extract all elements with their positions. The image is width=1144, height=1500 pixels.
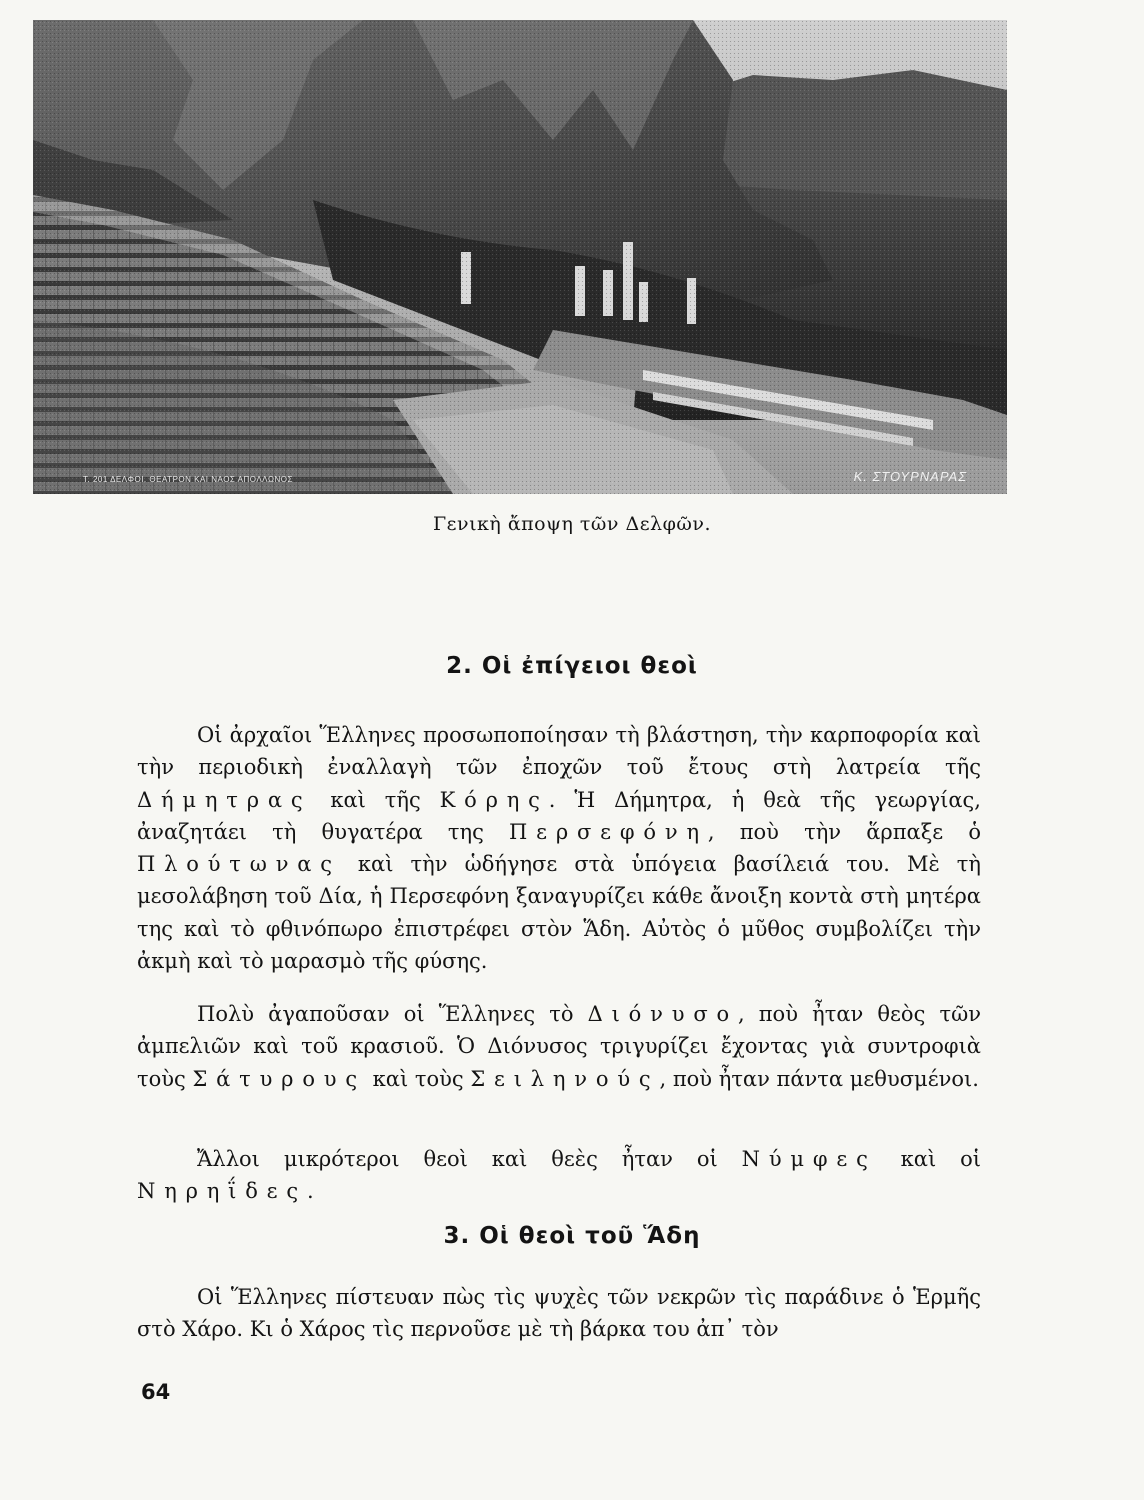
text-run: καὶ τὴν ὡδήγησε στὰ ὑπόγεια βασίλειά του. Μὲ τὴ μεσολάβηση τοῦ Δία, ἡ Περσεφόνη ξαναγυρίζει κάθε ἄνοιξη κοντὰ στὴ μητέρα της καὶ τὸ φθινόπωρο ἐπιστρέφει στὸν Ἅδη. Αὐτὸς ὁ μῦθος συμβολίζει τὴν ἀκμὴ καὶ τὸ μαρασμὸ τῆς φύσης.	[137, 852, 981, 974]
delphi-landscape-image	[33, 20, 1007, 494]
delphi-photograph	[33, 20, 1007, 494]
text-run: Οἱ ἀρχαῖοι Ἕλληνες προσωποποίησαν τὴ βλάστηση, τὴν καρποφορία καὶ τὴν περιοδικὴ ἐναλλαγὴ τῶν ἐποχῶν τοῦ ἔτους στὴ λατρεία τῆς	[137, 723, 981, 780]
text-run: Πολὺ ἀγαποῦσαν οἱ Ἕλληνες τὸ	[197, 1002, 588, 1026]
emphasized-name: Σάτυρους	[192, 1066, 366, 1091]
text-run: καὶ τῆς	[311, 787, 440, 812]
emphasized-name: Πλούτωνας	[137, 852, 341, 877]
text-run: . Ἡ Δήμητρα, ἡ θεὰ τῆς γεωργίας, ἀναζητάει τὴ θυγατέρα της	[137, 787, 981, 844]
text-run: , ποὺ ἦταν πάντα μεθυσμένοι.	[659, 1066, 979, 1091]
text-run: καὶ οἱ	[876, 1147, 981, 1171]
page-number: 64	[141, 1380, 171, 1404]
text-run: , ποὺ τὴν ἅρπαξε ὁ	[707, 819, 982, 844]
section-3-paragraph-1: Οἱ Ἕλληνες πίστευαν πὼς τὶς ψυχὲς τῶν νεκρῶν τὶς παράδινε ὁ Ἑρμῆς στὸ Χάρο. Κι ὁ Χάρος τὶς περνοῦσε μὲ τὴ βάρκα του ἀπ᾿ τὸν	[137, 1285, 981, 1342]
photo-imprint-left: Τ. 201 ΔΕΛΦΟΙ. ΘΕΑΤΡΟΝ ΚΑΙ ΝΑΟΣ ΑΠΟΛΛΩΝΟΣ	[83, 475, 293, 484]
emphasized-name: Νηρηΐδες	[137, 1179, 307, 1204]
text-run: Ἄλλοι μικρότεροι θεοὶ καὶ θεὲς ἦταν οἱ	[197, 1147, 742, 1171]
emphasized-name: Νύμφες	[741, 1147, 877, 1171]
emphasized-name: Περσεφόνη	[509, 819, 708, 844]
emphasized-name: Διόνυσο	[587, 1002, 738, 1026]
text-run: .	[306, 1179, 314, 1204]
photo-imprint-right: Κ. ΣΤΟΥΡΝΑΡΑΣ	[853, 469, 967, 484]
emphasized-name: Δήμητρας	[137, 787, 312, 812]
emphasized-name: Σειληνούς	[470, 1066, 660, 1091]
section-3-heading: 3. Οἱ θεοὶ τοῦ Ἅδη	[443, 1223, 701, 1249]
emphasized-name: Κόρης	[439, 787, 549, 812]
section-2-paragraph-2	[137, 998, 981, 1095]
section-2-paragraph-3	[137, 1143, 981, 1208]
text-run: καὶ τοὺς	[365, 1066, 471, 1091]
section-2-heading: 2. Οἱ ἐπίγειοι θεοὶ	[446, 653, 698, 679]
photo-caption: Γενικὴ ἄποψη τῶν Δελφῶν.	[433, 513, 711, 535]
text-run: , ποὺ ἦταν θεὸς τῶν ἀμπελιῶν καὶ τοῦ κρασιοῦ. Ὁ Διόνυσος τριγυρίζει ἔχοντας γιὰ συντροφιὰ τοὺς	[137, 1002, 981, 1091]
section-2-paragraph-1	[137, 719, 981, 977]
